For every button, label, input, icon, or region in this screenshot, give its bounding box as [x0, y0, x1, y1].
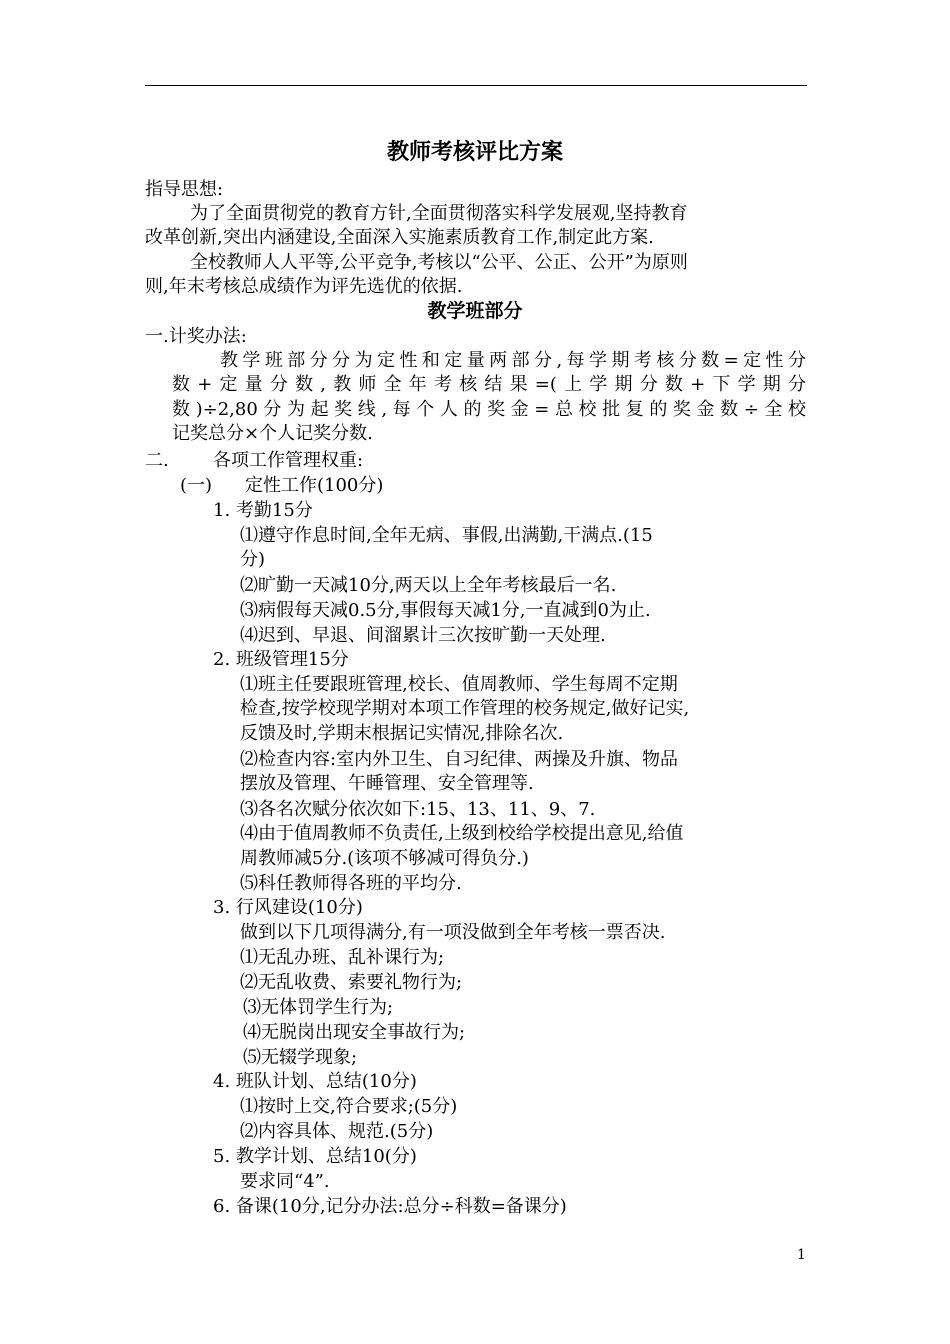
item-2-title: 2. 班级管理15分 — [213, 649, 349, 670]
item-3-e: ⑸无辍学现象; — [243, 1047, 358, 1068]
page-number: 1 — [797, 1247, 806, 1263]
guide-heading: 指导思想: — [145, 179, 224, 200]
subsection-1-number: (一) — [180, 475, 213, 496]
subsection-1-heading: 定性工作(100分) — [245, 475, 384, 496]
section-1-line-4: 记奖总分×个人记奖分数. — [172, 423, 373, 444]
item-2-d-line-2: 周教师减5分.(该项不够减可得负分.) — [240, 848, 529, 869]
header-rule — [145, 85, 807, 86]
item-1-b: ⑵旷勤一天减10分,两天以上全年考核最后一名. — [240, 575, 617, 596]
item-1-d: ⑷迟到、早退、间溜累计三次按旷勤一天处理. — [240, 625, 606, 646]
document-title: 教师考核评比方案 — [386, 139, 563, 165]
item-4-a: ⑴按时上交,符合要求;(5分) — [240, 1096, 458, 1117]
item-5-title: 5. 教学计划、总结10(分) — [213, 1146, 417, 1167]
item-3-intro: 做到以下几项得满分,有一项没做到全年考核一票否决. — [240, 922, 666, 943]
item-2-b-line-2: 摆放及管理、午睡管理、安全管理等. — [240, 773, 534, 794]
item-2-e: ⑸科任教师得各班的平均分. — [240, 873, 462, 894]
guide-paragraph-2-line-2: 则,年末考核总成绩作为评先选优的依据. — [145, 276, 463, 297]
item-1-a-line-2: 分) — [240, 549, 266, 570]
item-6-title: 6. 备课(10分,记分办法:总分÷科数=备课分) — [213, 1196, 567, 1217]
section-1-line-3: 数)÷2,80分为起奖线,每个人的奖金=总校批复的奖金数÷全校 — [172, 399, 806, 420]
section-title: 教学班部分 — [427, 300, 523, 322]
item-4-title: 4. 班队计划、总结(10分) — [213, 1071, 417, 1092]
guide-paragraph-2-line-1: 全校教师人人平等,公平竞争,考核以“公平、公正、公开”为原则 — [190, 252, 688, 273]
item-2-b-line-1: ⑵检查内容:室内外卫生、自习纪律、两操及升旗、物品 — [240, 749, 679, 770]
item-1-c: ⑶病假每天减0.5分,事假每天减1分,一直减到0为止. — [240, 600, 651, 621]
item-3-title: 3. 行风建设(10分) — [213, 897, 363, 918]
item-3-d: ⑷无脱岗出现安全事故行为; — [243, 1022, 466, 1043]
item-2-c: ⑶各名次赋分依次如下:15、13、11、9、7. — [240, 799, 596, 820]
item-1-title: 1. 考勤15分 — [213, 500, 313, 521]
item-2-a-line-1: ⑴班主任要跟班管理,校长、值周教师、学生每周不定期 — [240, 674, 678, 695]
guide-paragraph-1-line-1: 为了全面贯彻党的教育方针,全面贯彻落实科学发展观,坚持教育 — [190, 203, 688, 224]
item-3-c: ⑶无体罚学生行为; — [243, 997, 394, 1018]
item-1-a-line-1: ⑴遵守作息时间,全年无病、事假,出满勤,干满点.(15 — [240, 525, 653, 546]
section-2-number: 二. — [145, 450, 169, 471]
section-1-heading: 一.计奖办法: — [145, 326, 247, 347]
item-2-a-line-2: 检查,按学校现学期对本项工作管理的校务规定,做好记实, — [240, 698, 690, 719]
section-1-line-1: 教学班部分分为定性和定量两部分,每学期考核分数=定性分 — [220, 350, 806, 371]
item-2-a-line-3: 反馈及时,学期末根据记实情况,排除名次. — [240, 723, 564, 744]
item-3-a: ⑴无乱办班、乱补课行为; — [240, 947, 445, 968]
section-1-line-2: 数+定量分数,教师全年考核结果=(上学期分数+下学期分 — [172, 374, 806, 395]
item-3-b: ⑵无乱收费、索要礼物行为; — [240, 972, 463, 993]
item-5-a: 要求同“4”. — [240, 1171, 330, 1192]
section-2-heading: 各项工作管理权重: — [213, 450, 364, 471]
item-4-b: ⑵内容具体、规范.(5分) — [240, 1121, 434, 1142]
item-2-d-line-1: ⑷由于值周教师不负责任,上级到校给学校提出意见,给值 — [240, 823, 684, 844]
guide-paragraph-1-line-2: 改革创新,突出内涵建设,全面深入实施素质教育工作,制定此方案. — [145, 227, 654, 248]
